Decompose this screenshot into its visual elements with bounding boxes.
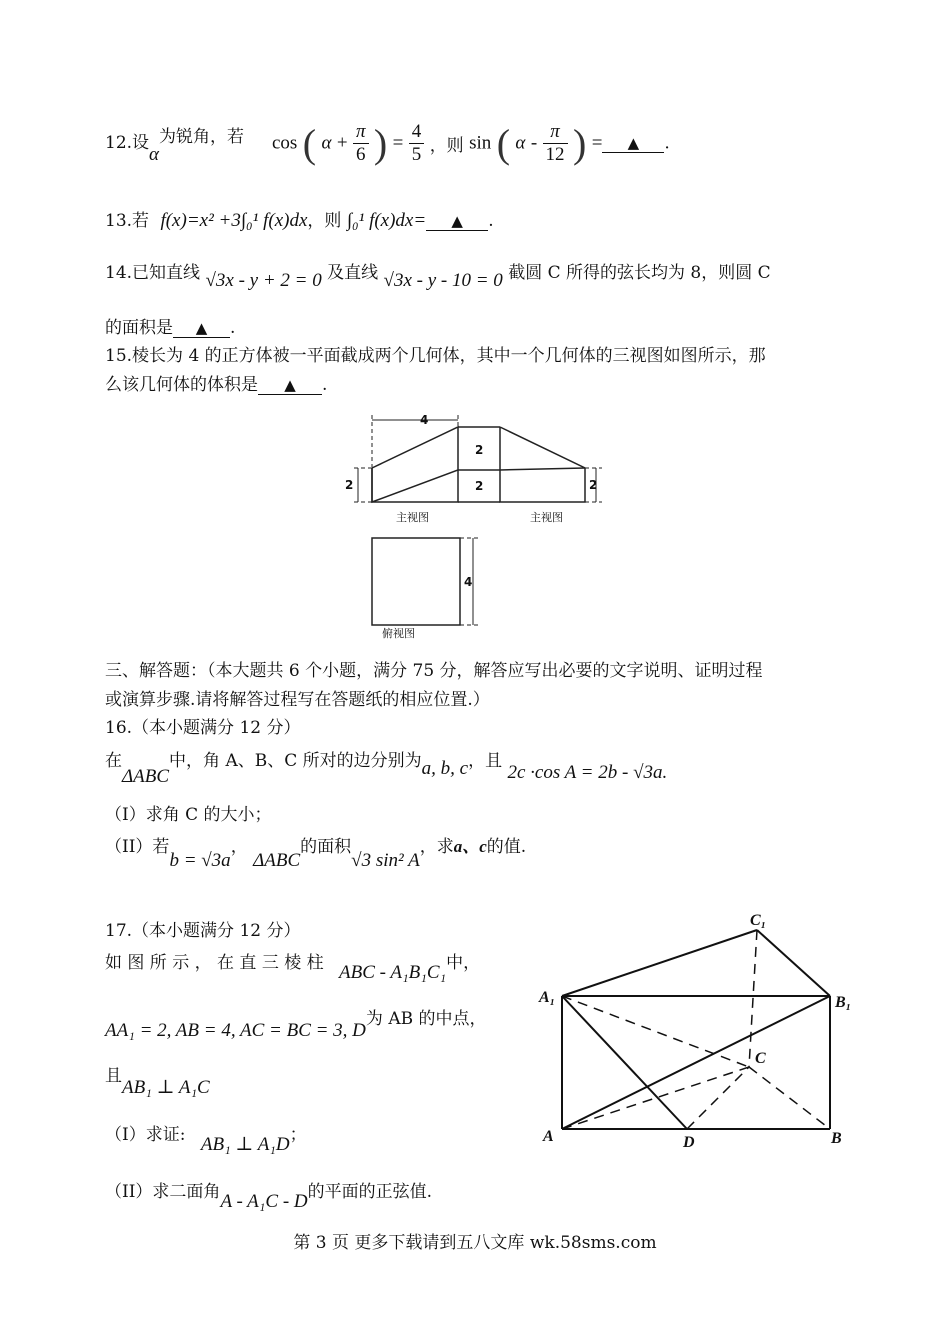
q12-paren-right2: ) xyxy=(572,121,587,166)
q16-p2-ask: ，求 xyxy=(419,837,454,857)
three-view-figure xyxy=(340,405,630,645)
edge-ab1 xyxy=(562,996,830,1129)
q16-text-a: 在 xyxy=(105,751,122,771)
q17-text-c: 为 AB 的中点， xyxy=(365,1009,487,1029)
page-footer: 第 3 页 更多下载请到五八文库 wk.58sms.com xyxy=(293,1233,657,1253)
q12-paren-right: ) xyxy=(373,121,388,166)
q16-p2-vars: a、c xyxy=(453,837,487,856)
q16-p2-comma: ， xyxy=(230,837,248,857)
q16-part1: （I）求角 C 的大小； xyxy=(105,805,272,825)
q16-p2-eq: b = √3a xyxy=(169,850,231,871)
q14-text-area: 的面积是 xyxy=(105,318,173,338)
edge-c1b1 xyxy=(757,930,830,996)
q12-minus: - xyxy=(530,132,538,154)
dim-2-left: 2 xyxy=(345,478,354,492)
edge-c1c xyxy=(749,930,757,1067)
q17-head: 17.（本小题满分 12 分） xyxy=(105,921,301,941)
q12-alpha: α xyxy=(149,144,160,165)
q12-alpha2: α xyxy=(321,132,332,154)
q12-twelve: 12 xyxy=(545,144,565,165)
label-front-view: 主视图 xyxy=(396,511,429,524)
q17-text-a: 如 图 所 示 ， 在 直 三 棱 柱 xyxy=(105,953,324,973)
dim-2-right: 2 xyxy=(589,478,598,492)
q12-eq1: = xyxy=(392,132,404,154)
q17-p2-text: （II）求二面角 xyxy=(105,1182,221,1202)
q14-line-eq1: √3x - y + 2 = 0 xyxy=(205,270,322,291)
vertex-c: C xyxy=(755,1050,766,1067)
q12-pi: π xyxy=(353,121,369,144)
q15-line2 xyxy=(105,370,327,395)
q13-then: ，则 xyxy=(307,211,342,231)
q14-line-eq2: √3x - y - 10 = 0 xyxy=(383,270,503,291)
q17-p2-eq: A - A₁C - D xyxy=(220,1191,308,1212)
vertex-b1: B₁ xyxy=(835,994,852,1011)
q17-p1-eq: AB₁ ⊥ A₁D xyxy=(200,1134,290,1155)
q12-frac-pi12 xyxy=(543,121,568,166)
q14-end: . xyxy=(230,318,236,338)
q17-part2 xyxy=(105,1177,432,1213)
q12-answer-blank[interactable]: ▲ xyxy=(602,134,664,153)
q12-text: 设 xyxy=(132,133,150,153)
q17-text-b: 中， xyxy=(446,953,481,973)
q16-head: 16.（本小题满分 12 分） xyxy=(105,718,301,738)
vertex-c1: C₁ xyxy=(750,912,767,929)
q12-frac-45 xyxy=(409,121,425,166)
q16-p2-triangle: ΔABC xyxy=(253,850,301,871)
q12-then: ，则 xyxy=(429,136,464,156)
q14-text-c: 截圆 C 所得的弦长均为 8，则圆 C xyxy=(508,263,771,283)
q17-part1 xyxy=(105,1120,307,1156)
dim-4-square: 4 xyxy=(464,575,473,589)
section3-line1: 三、解答题：（本大题共 6 个小题，满分 75 分，解答应写出必要的文字说明、证明过程 xyxy=(105,661,763,681)
edge-ac xyxy=(562,1067,749,1129)
q16-p2-area: √3 sin² A xyxy=(351,850,420,871)
q13-expr1: f(x)=x² +3∫₀¹ f(x)dx xyxy=(160,210,308,231)
q12-six: 6 xyxy=(356,144,366,165)
q12-frac-pi6 xyxy=(353,121,369,166)
front-view-left xyxy=(372,427,458,502)
q12-alpha3: α xyxy=(515,132,526,154)
q12-sin: sin xyxy=(469,132,492,154)
q15-text: 么该几何体的体积是 xyxy=(105,375,258,395)
edge-dc xyxy=(687,1067,749,1129)
prism-figure xyxy=(535,905,865,1155)
edge-a1c xyxy=(562,996,749,1067)
q12-text2: 为锐角，若 xyxy=(159,127,245,147)
dim-2-mid-upper: 2 xyxy=(475,443,484,457)
q12-five: 5 xyxy=(411,144,422,165)
vertex-b: B xyxy=(831,1130,842,1147)
q13-number: 13.若 xyxy=(105,211,150,231)
q17-line1 xyxy=(105,948,480,984)
q12-end: . xyxy=(664,133,670,154)
q13-line xyxy=(105,206,494,232)
section3-line2: 或演算步骤.请将解答过程写在答题纸的相应位置.） xyxy=(105,690,490,710)
q12-paren-left2: ( xyxy=(496,121,511,166)
q12-number: 12. xyxy=(105,133,133,153)
label-side-view: 主视图 xyxy=(530,511,563,524)
q12-plus: + xyxy=(336,132,348,154)
q12-formula xyxy=(272,120,670,167)
q17-text-d: 且 xyxy=(105,1066,122,1086)
q17-p1-text: （I）求证: xyxy=(105,1125,186,1145)
q16-text-c: ，且 xyxy=(468,751,503,771)
q17-p2-end: 的平面的正弦值. xyxy=(307,1182,433,1202)
q17-given: AA₁ = 2, AB = 4, AC = BC = 3, D xyxy=(105,1020,366,1041)
edge-a1d xyxy=(562,996,687,1129)
q16-part2 xyxy=(105,832,526,872)
dim-2-mid-lower: 2 xyxy=(475,479,484,493)
q13-answer-blank[interactable]: ▲ xyxy=(426,212,488,231)
q15-answer-blank[interactable]: ▲ xyxy=(258,376,322,395)
front-view-right xyxy=(500,427,585,502)
q14-text-b: 及直线 xyxy=(327,263,379,283)
q12-paren-left: ( xyxy=(302,121,317,166)
q14-line2 xyxy=(105,313,235,338)
dim-4-top: 4 xyxy=(420,413,429,427)
q12-line xyxy=(105,122,244,166)
vertex-a1: A₁ xyxy=(539,989,556,1006)
q16-condition: 2c ·cos A = 2b - √3a. xyxy=(507,762,668,783)
q14-text-a: 14.已知直线 xyxy=(105,263,201,283)
q12-four: 4 xyxy=(409,121,425,144)
q16-triangle: ΔABC xyxy=(122,766,170,787)
q12-eq2: = xyxy=(591,132,603,154)
q12-cos: cos xyxy=(272,132,298,154)
q15-line1: 15.棱长为 4 的正方体被一平面截成两个几何体，其中一个几何体的三视图如图所示，那 xyxy=(105,346,766,366)
q17-prism: ABC - A₁B₁C₁ xyxy=(339,962,447,983)
q15-end: . xyxy=(322,375,328,395)
q16-line1 xyxy=(105,746,667,788)
q16-text-b: 中，角 A、B、C 所对的边分别为 xyxy=(169,751,422,771)
q13-expr2: ∫₀¹ f(x)dx= xyxy=(346,210,427,231)
edge-a1c1 xyxy=(562,930,757,996)
q16-p2-text-a: （II）若 xyxy=(105,837,170,857)
top-view-square xyxy=(372,538,460,625)
vertex-d: D xyxy=(683,1134,695,1151)
edge-cb xyxy=(749,1067,830,1129)
q14-answer-blank[interactable]: ▲ xyxy=(173,319,230,338)
label-top-view: 俯视图 xyxy=(382,627,415,640)
q16-p2-area-text: 的面积 xyxy=(300,837,352,857)
q16-p2-end: 的值. xyxy=(486,837,527,857)
q17-line2 xyxy=(105,1004,487,1042)
vertex-a: A xyxy=(543,1128,554,1145)
q14-line1 xyxy=(105,258,771,292)
q17-line3 xyxy=(105,1061,210,1099)
q17-perp: AB₁ ⊥ A₁C xyxy=(122,1077,210,1098)
q17-p1-end: ； xyxy=(289,1125,307,1145)
q12-pi2: π xyxy=(543,121,568,144)
q16-abc: a, b, c xyxy=(421,758,469,779)
q13-end: . xyxy=(488,211,494,231)
